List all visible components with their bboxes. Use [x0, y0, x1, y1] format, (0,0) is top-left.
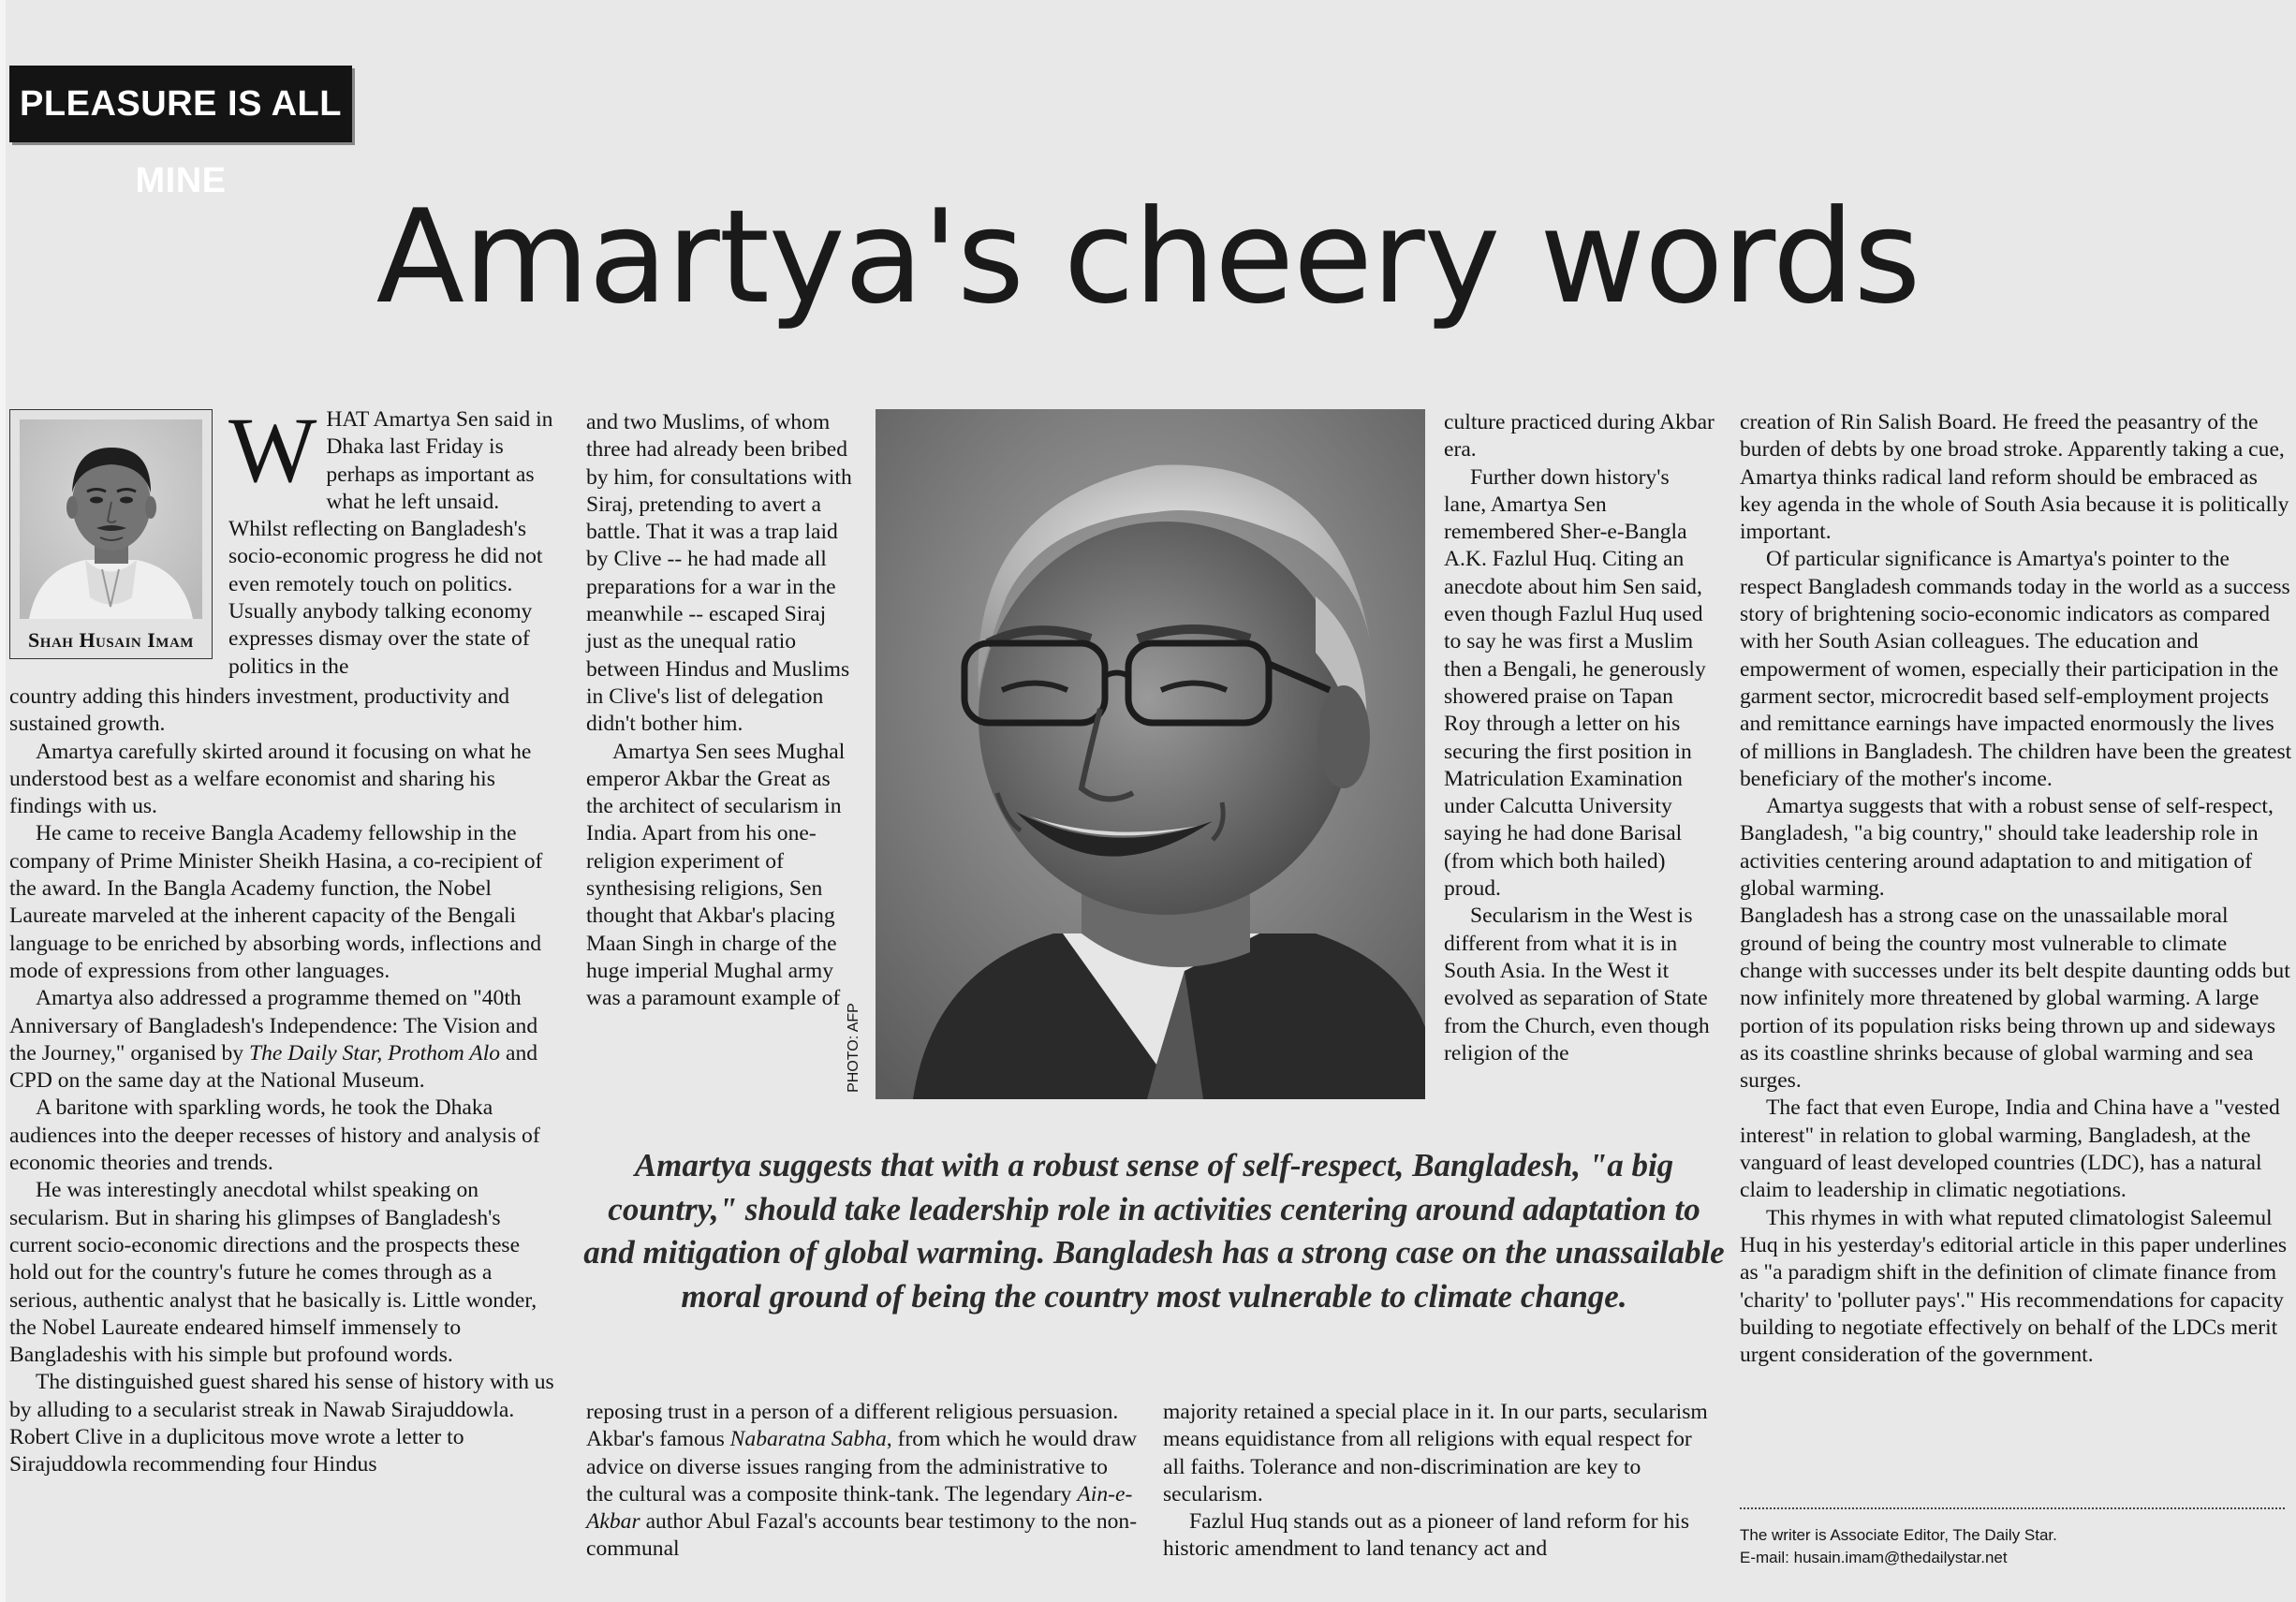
column-1-body	[9, 683, 562, 1479]
italic-run: The Daily Star, Prothom Alo	[249, 1040, 501, 1066]
paragraph: Amartya suggests that with a robust sense of self-respect, Bangladesh, "a big country," should take leadership role in activities centering around adaptation to and mitigation of global warming.	[1740, 794, 2274, 902]
pull-quote: Amartya suggests that with a robust sense of self-respect, Bangladesh, "a big country," should take leadership role in activities centering around adaptation to and mitigation of global warming. Bangladesh has a strong case on the unassailable moral ground of being the country most vulnerable to climate change.	[583, 1147, 1725, 1315]
lead-text: HAT Amartya Sen said in Dhaka last Friday is perhaps as important as what he left unsaid. Whilst reflecting on Bangladesh's socio-economic progress he did not even remotely touch on politics. Usually anybody talking economy expresses dismay over the state of politics in the	[228, 407, 553, 679]
photo-credit-text: PHOTO: AFP	[845, 1003, 861, 1093]
lead-paragraph	[228, 398, 562, 681]
column-5	[586, 1399, 1139, 1564]
paragraph: Secularism in the West is different from what it is in South Asia. In the West it evolved as separation of State from the Church, even though religion of the	[1444, 904, 1710, 1066]
paragraph: Further down history's lane, Amartya Sen remembered Sher-e-Bangla A.K. Fazlul Huq. Citing an anecdote about him Sen said, even though Fazlul Huq used to say he was first a Muslim then a Bengali, he generously showered praise on Tapan Roy through a letter on his securing the first position in Matriculation Examination under Calcutta University saying he had done Barisal (from which both hailed) proud.	[1444, 464, 1706, 902]
paragraph: He came to receive Bangla Academy fellowship in the company of Prime Minister Sheikh Hasina, a co-recipient of the award. In the Bangla Academy function, the Nobel Laureate marveled at the inherent capacity of the Bengali language to be enriched by absorbing words, inflections and mode of expressions from other languages.	[9, 821, 543, 983]
italic-run: Nabaratna Sabha	[729, 1427, 887, 1452]
paragraph: majority retained a special place in it. In our parts, secularism means equidistance from all religions with equal respect for all faiths. Tolerance and non-discrimination are key to secularism.	[1163, 1400, 1708, 1506]
footnote-email: E-mail: husain.imam@thedailystar.net	[1740, 1549, 2008, 1566]
text-run: , from which he would draw advice on diverse issues ranging from the administrative to the cultural was a composite think-tank. The legendary	[586, 1427, 1138, 1506]
paragraph: Bangladesh has a strong case on the unassailable moral ground of being the country most vulnerable to climate change with successes under its belt despite daunting odds but now infinitely more threatened by global warming. A large portion of its population risks being thrown up and sideways as its coastline shrinks because of global warming and sea surges.	[1740, 904, 2290, 1094]
paragraph: This rhymes in with what reputed climatologist Saleemul Huq in his yesterday's editorial article in this paper underlines as "a paradigm shift in the definition of climate finance from 'charity' to 'polluter pays'." His recommendations for capacity building to negotiate effectively on behalf of the LDCs merit urgent consideration of the government.	[1740, 1205, 2288, 1368]
paragraph	[586, 1399, 1139, 1564]
italic-run: Ain-e-Akbar	[586, 1481, 1133, 1535]
paragraph: Of particular significance is Amartya's pointer to the respect Bangladesh commands today in the world as a success story of brightening socio-economic indicators as compared with her South Asian colleagues. The education and empowerment of women, especially their participation in the garment sector, microcredit based self-employment projects and remittance earnings have impacted enormously the lives of millions in Bangladesh. The children have been the greatest beneficiary of the mother's income.	[1740, 547, 2292, 791]
section-kicker: PLEASURE IS ALL MINE	[9, 66, 352, 142]
footnote-divider	[1740, 1507, 2285, 1509]
paragraph: Fazlul Huq stands out as a pioneer of land reform for his historic amendment to land tenancy act and	[1163, 1509, 1690, 1562]
drop-cap: W	[228, 398, 317, 502]
headline: Amartya's cheery words	[375, 182, 1921, 332]
paragraph: He was interestingly anecdotal whilst speaking on secularism. But in sharing his glimpses of Bangladesh's current socio-economic directions and the prospects these hold out for the country's future he comes through as a serious, authentic analyst that he basically is. Little wonder, the Nobel Laureate endeared himself immensely to Bangladeshis with his simple but profound words.	[9, 1178, 537, 1368]
paragraph: The fact that even Europe, India and China have a "vested interest" in relation to global warming, Bangladesh, at the vanguard of least developed countries (LDC), has a natural claim to leadership in climatic negotiations.	[1740, 1095, 2280, 1203]
paragraph: and two Muslims, of whom three had already been bribed by him, for consultations with Siraj, pretending to avert a battle. That it was a trap laid by Clive -- he had made all preparations for a war in the meanwhile -- escaped Siraj just as the unequal ratio between Hindus and Muslims in Clive's list of delegation didn't bother him.	[586, 410, 852, 737]
author-box	[9, 409, 213, 659]
text-run: Amartya also addressed a programme themed on "40th Anniversary of Bangladesh's Independence: The Vision and the Journey," organised by	[9, 986, 538, 1066]
footnote-line: The writer is Associate Editor, The Daily Star.	[1740, 1526, 2057, 1544]
column-2	[586, 409, 858, 1013]
author-photo	[20, 419, 202, 619]
main-photo	[876, 409, 1425, 1099]
column-3	[1444, 409, 1715, 1067]
paragraph: creation of Rin Salish Board. He freed the peasantry of the burden of debts by one broad stroke. Apparently taking a cue, Amartya thinks radical land reform should be embraced as key agenda in the whole of South Asia because it is politically important.	[1740, 410, 2289, 545]
text-run: reposing trust in a person of a different religious persuasion. Akbar's famous	[586, 1400, 1119, 1452]
text-run: and CPD on the same day at the National Museum.	[9, 1040, 538, 1094]
text-run: author Abul Fazal's accounts bear testimony to the non-communal	[586, 1509, 1138, 1562]
column-4	[1740, 409, 2292, 1369]
column-6	[1163, 1399, 1715, 1564]
paragraph: Amartya Sen sees Mughal emperor Akbar the Great as the architect of secularism in India. Apart from his one-religion experiment of synthesising religions, Sen thought that Akbar's placing Maan Singh in charge of the huge imperial Mughal army was a paramount example of	[586, 739, 846, 1011]
paragraph: culture practiced during Akbar era.	[1444, 410, 1715, 463]
photo-credit	[846, 1002, 871, 1095]
paragraph: The distinguished guest shared his sense of history with us by alluding to a secularist streak in Nawab Sirajuddowla. Robert Clive in a duplicitous move wrote a letter to Sirajuddowla recommending four Hindus	[9, 1370, 554, 1477]
paragraph: country adding this hinders investment, productivity and sustained growth.	[9, 684, 510, 737]
column-1-intro	[228, 398, 562, 681]
paragraph	[9, 985, 562, 1095]
author-footnote	[1740, 1524, 2292, 1569]
paragraph: A baritone with sparkling words, he took the Dhaka audiences into the deeper recesses of history and analysis of economic theories and trends.	[9, 1095, 540, 1176]
paragraph: Amartya carefully skirted around it focusing on what he understood best as a welfare economist and sharing his findings with us.	[9, 739, 532, 819]
byline: Shah Husain Imam	[28, 628, 194, 652]
